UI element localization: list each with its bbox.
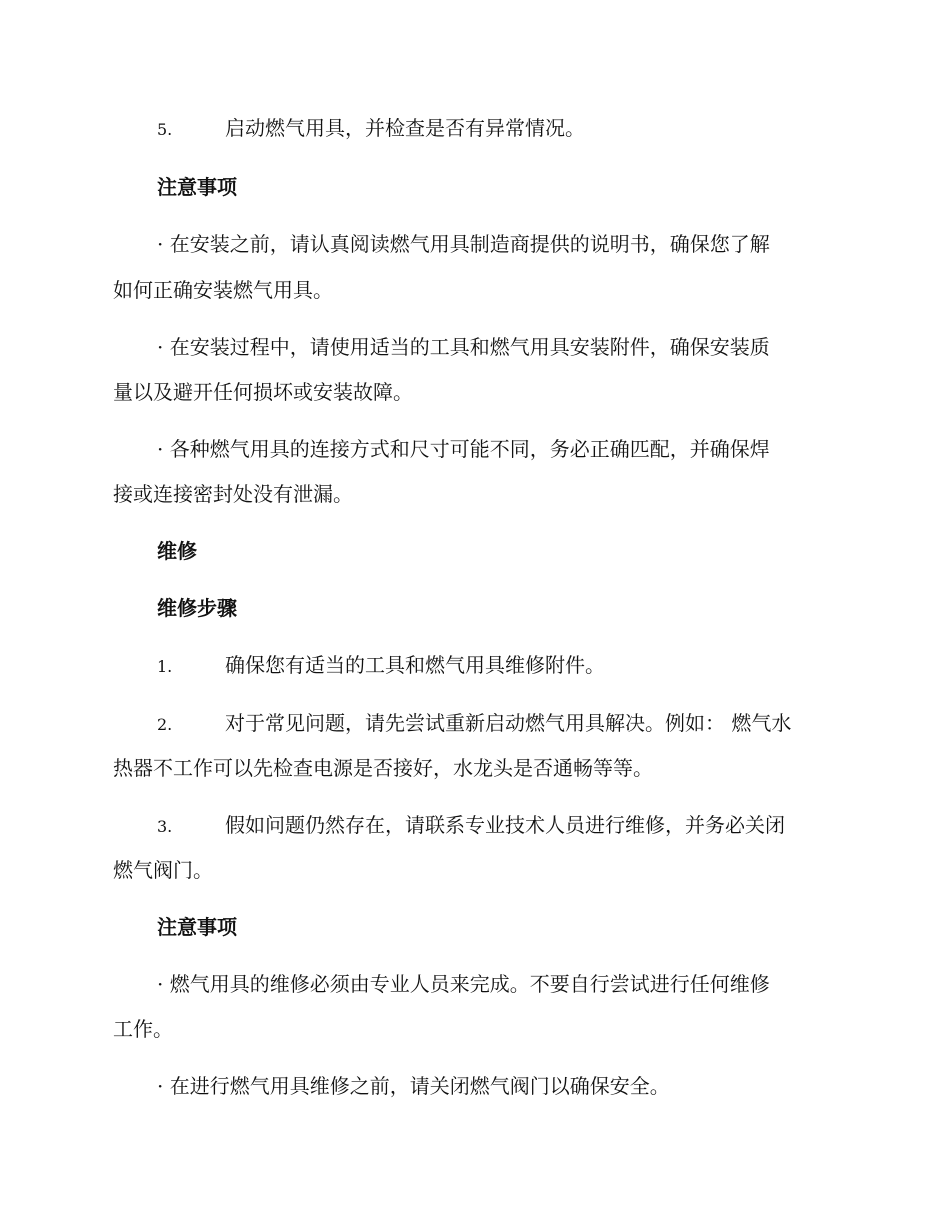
step-number: 2. bbox=[157, 715, 173, 734]
step-text: 确保您有适当的工具和燃气用具维修附件。 bbox=[225, 653, 605, 677]
section-title: 维修 bbox=[157, 539, 197, 563]
step-text: 假如问题仍然存在，请联系专业技术人员进行维修，并务必关闭 bbox=[225, 813, 785, 837]
note-line: · 各种燃气用具的连接方式和尺寸可能不同，务必正确匹配，并确保焊 bbox=[157, 437, 770, 461]
note-line: · 在安装过程中，请使用适当的工具和燃气用具安装附件，确保安装质 bbox=[157, 335, 770, 359]
step-text: 启动燃气用具，并检查是否有异常情况。 bbox=[225, 116, 585, 140]
step-number: 1. bbox=[157, 657, 173, 676]
step-text: 热器不工作可以先检查电源是否接好，水龙头是否通畅等等。 bbox=[113, 756, 653, 780]
note-line: 如何正确安装燃气用具。 bbox=[113, 278, 333, 302]
step-text: 对于常见问题，请先尝试重新启动燃气用具解决。例如： 燃气水 bbox=[225, 711, 792, 735]
step-text: 燃气阀门。 bbox=[113, 858, 213, 882]
section-heading: 维修步骤 bbox=[157, 596, 237, 620]
note-line: · 燃气用具的维修必须由专业人员来完成。不要自行尝试进行任何维修 bbox=[157, 972, 770, 996]
note-line: 工作。 bbox=[113, 1017, 173, 1041]
note-line: · 在安装之前，请认真阅读燃气用具制造商提供的说明书，确保您了解 bbox=[157, 232, 770, 256]
note-line: · 在进行燃气用具维修之前，请关闭燃气阀门以确保安全。 bbox=[157, 1074, 670, 1098]
section-heading: 注意事项 bbox=[157, 915, 237, 939]
section-heading: 注意事项 bbox=[157, 175, 237, 199]
step-number: 5. bbox=[157, 120, 173, 139]
note-line: 量以及避开任何损坏或安装故障。 bbox=[113, 380, 413, 404]
step-number: 3. bbox=[157, 817, 173, 836]
note-line: 接或连接密封处没有泄漏。 bbox=[113, 482, 353, 506]
